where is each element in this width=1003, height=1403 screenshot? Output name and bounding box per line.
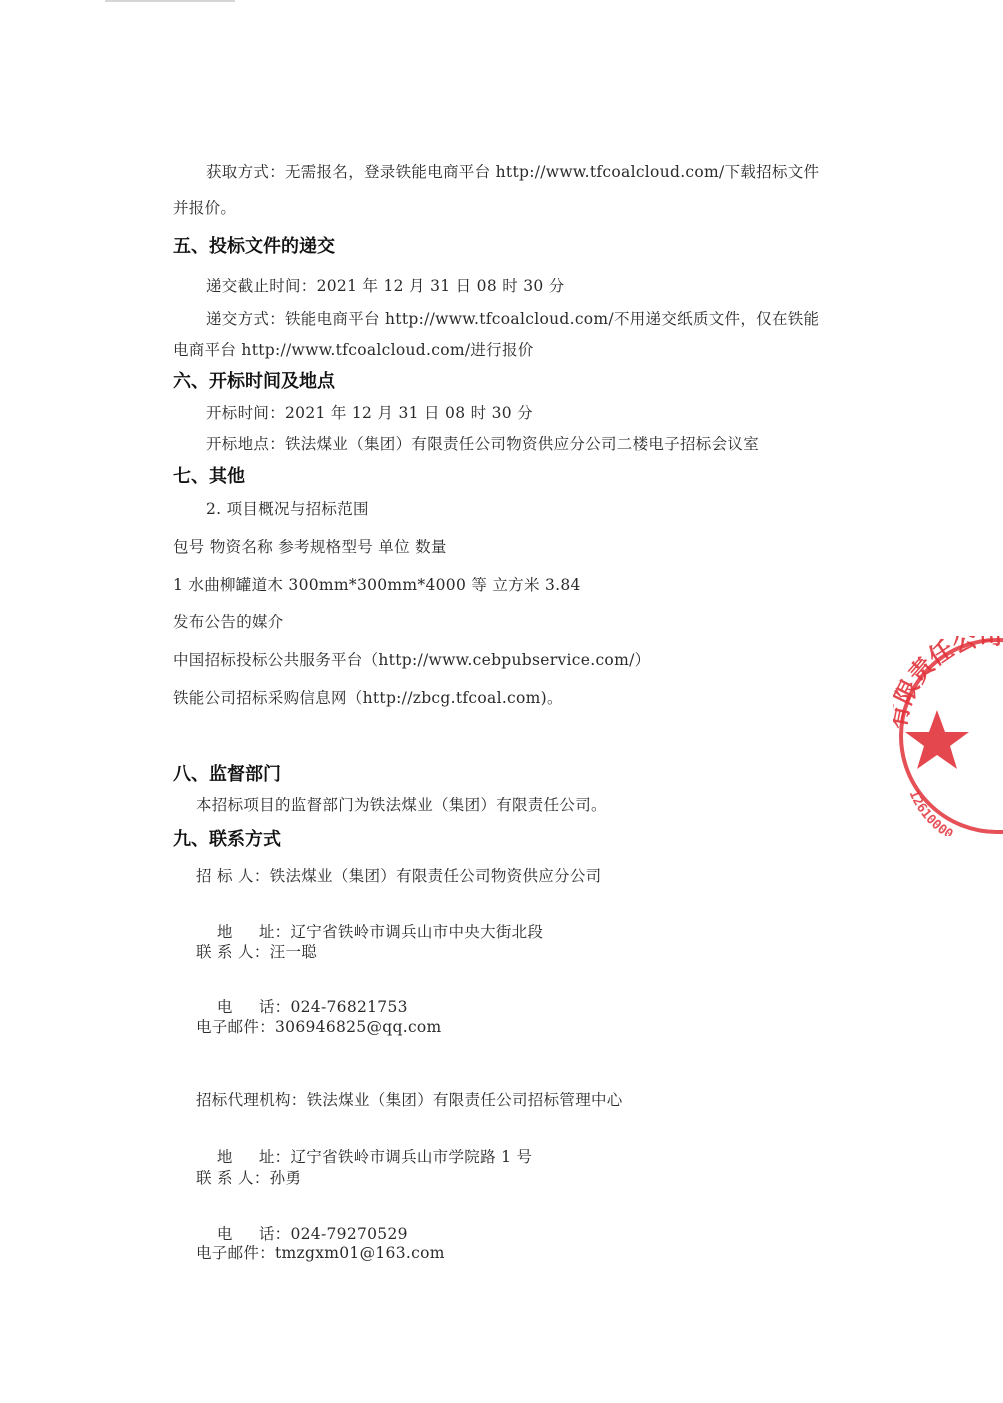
submission-method-line-1: 递交方式：铁能电商平台 http://www.tfcoalcloud.com/不用递交纸质文件，仅在铁能 [206,310,820,328]
acquire-method-line-1: 获取方式：无需报名，登录铁能电商平台 http://www.tfcoalcloud.com/下载招标文件 [206,163,820,181]
tenderer-label: 招 标 人： [196,867,270,885]
address-label: 地 址： [216,923,291,941]
items-table-header: 包号 物资名称 参考规格型号 单位 数量 [173,538,447,556]
phone-value: 024-76821753 [290,998,408,1016]
items-table-row: 1 水曲柳罐道木 300mm*300mm*4000 等 立方米 3.84 [173,576,581,594]
media-item-2: 铁能公司招标采购信息网（http://zbcg.tfcoal.com)。 [173,689,563,707]
tenderer-row [196,864,601,886]
contact-value: 孙勇 [269,1169,302,1187]
agency-email-row [196,1241,445,1263]
project-overview-title: 2. 项目概况与招标范围 [206,500,369,518]
agency-value: 铁法煤业（集团）有限责任公司招标管理中心 [306,1091,623,1109]
acquire-method-line-2: 并报价。 [173,199,237,217]
tenderer-value: 铁法煤业（集团）有限责任公司物资供应分公司 [269,867,602,885]
submission-method-line-2: 电商平台 http://www.tfcoalcloud.com/进行报价 [173,341,534,359]
tenderer-email-row [196,1015,442,1037]
section-heading-9: 九、联系方式 [173,829,281,850]
agency-label: 招标代理机构： [196,1091,307,1109]
section-heading-5: 五、投标文件的递交 [173,236,335,257]
address-label: 地 址： [216,1148,291,1166]
opening-time: 开标时间：2021 年 12 月 31 日 08 时 30 分 [206,404,533,422]
address-value: 辽宁省铁岭市调兵山市学院路 1 号 [290,1148,533,1166]
seal-number-text: 12610000 [905,788,956,836]
contact-value: 汪一聪 [269,943,318,961]
opening-place: 开标地点：铁法煤业（集团）有限责任公司物资供应分公司二楼电子招标会议室 [206,435,760,453]
phone-label: 电 话： [216,998,291,1016]
section-heading-6: 六、开标时间及地点 [173,371,335,392]
media-item-1: 中国招标投标公共服务平台（http://www.cebpubservice.com/） [173,651,651,669]
tenderer-contact-row [196,940,317,962]
agency-contact-row [196,1166,301,1188]
email-label: 电子邮件： [196,1244,276,1262]
seal-graphic [893,636,1003,836]
seal-arc-text: 责任公司 [903,636,1003,689]
scan-mark [105,0,235,2]
agency-row [196,1088,623,1110]
seal-star-icon [905,710,969,769]
email-value: tmzgxm01@163.com [275,1244,445,1262]
phone-label: 电 话： [216,1225,291,1243]
address-value: 辽宁省铁岭市调兵山市中央大街北段 [290,923,544,941]
media-title: 发布公告的媒介 [173,613,284,631]
phone-value: 024-79270529 [290,1225,408,1243]
contact-label: 联 系 人： [196,1169,270,1187]
email-value: 306946825@qq.com [275,1018,442,1036]
official-seal [893,636,1003,836]
section-heading-7: 七、其他 [173,466,245,487]
section-heading-8: 八、监督部门 [173,764,281,785]
supervision-text: 本招标项目的监督部门为铁法煤业（集团）有限责任公司。 [196,796,607,814]
contact-label: 联 系 人： [196,943,270,961]
submission-deadline: 递交截止时间：2021 年 12 月 31 日 08 时 30 分 [206,277,565,295]
email-label: 电子邮件： [196,1018,276,1036]
